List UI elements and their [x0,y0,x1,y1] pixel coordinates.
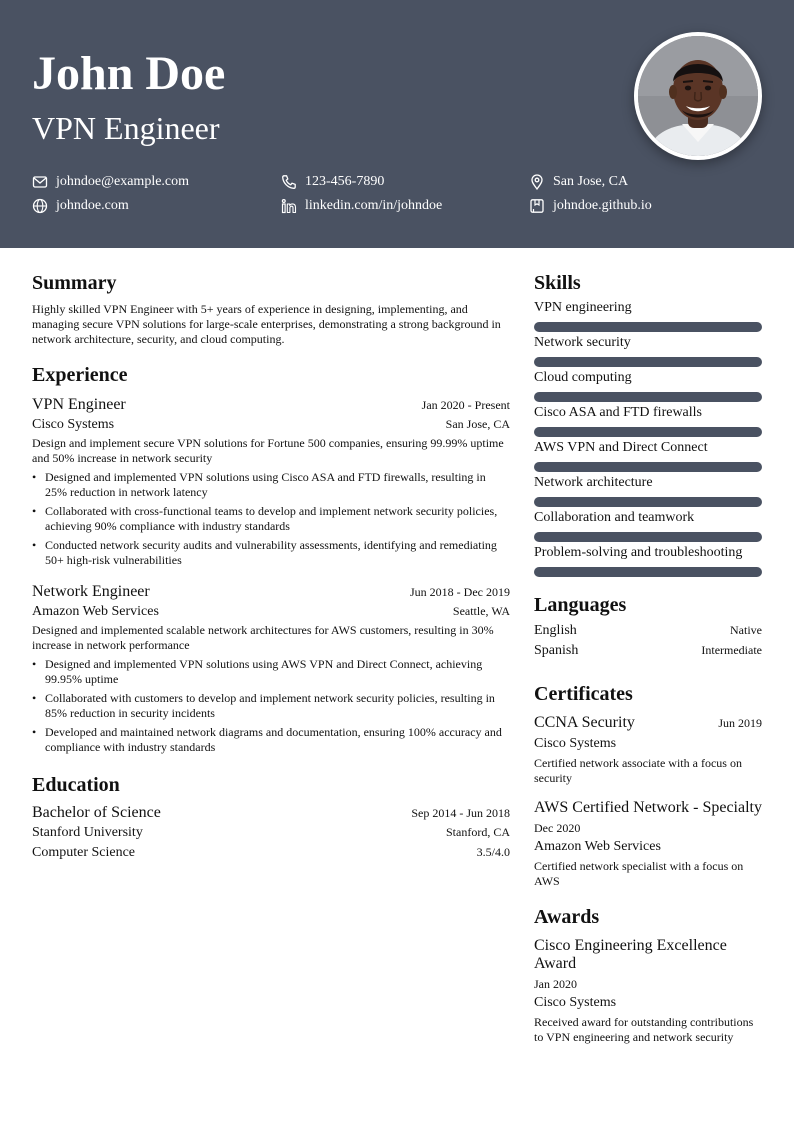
certificates-heading: Certificates [534,683,633,705]
skill-item [534,474,762,507]
job-description: Designed and implemented scalable network architectures for AWS customers, resulting in 30% increase in network performance [32,623,494,652]
main-column [32,270,510,863]
job-bullets [32,470,510,568]
skill-item [534,544,762,577]
job-location: Seattle, WA [452,604,510,618]
language-name: English [534,623,577,638]
skill-level-bar [534,392,762,402]
job-bullet: • Collaborated with cross-functional teams to develop and implement network security policies, achieving 90% compliance with industry standards [32,504,510,534]
job-role: Network Engineer [32,583,150,600]
contact-location [529,172,628,192]
summary-text: Highly skilled VPN Engineer with 5+ years of experience in designing, implementing, and managing secure VPN solutions for large-scale enterprises, demonstrating a strong background in network architecture, security, and cloud computing. [32,302,501,346]
skill-name: AWS VPN and Direct Connect [534,440,708,455]
certificate-title: CCNA Security [534,714,635,731]
certificate-issuer: Amazon Web Services [534,839,661,854]
summary-heading: Summary [32,272,117,294]
skill-level-bar [534,532,762,542]
language-level: Native [730,623,762,637]
skill-item [534,299,762,332]
certificate-title: AWS Certified Network - Specialty [534,799,762,816]
education-school: Stanford University [32,825,143,840]
job-entry [32,581,510,755]
awards-heading: Awards [534,906,600,928]
phone-icon [281,174,297,190]
education-location: Stanford, CA [446,825,510,839]
award-title: Cisco Engineering Excellence Award [534,937,727,972]
job-dates: Jun 2018 - Dec 2019 [410,585,510,599]
skill-name: Cloud computing [534,370,632,385]
side-column [534,270,762,1045]
job-bullet: • Developed and maintained network diagrams and documentation, ensuring 100% accuracy and compliance with industry standards [32,725,510,755]
skill-name: Network security [534,335,631,350]
job-bullet: • Designed and implemented VPN solutions using AWS VPN and Direct Connect, achieving 99.95% uptime [32,657,510,687]
avatar-illustration [638,36,758,156]
certificate-issuer: Cisco Systems [534,736,617,751]
job-bullet: • Conducted network security audits and vulnerability assessments, identifying and remediating 50+ high-risk vulnerabilities [32,538,510,568]
job-company: Cisco Systems [32,417,115,432]
languages-list [534,623,762,663]
skill-item [534,334,762,367]
education-entry [32,802,510,863]
education-field: Computer Science [32,845,136,860]
skill-name: Problem-solving and troubleshooting [534,545,743,560]
education-degree: Bachelor of Science [32,804,161,821]
mail-icon [32,174,48,190]
languages-heading: Languages [534,594,627,616]
profile-photo [634,32,762,160]
skill-item [534,509,762,542]
certificate-date: Jun 2019 [718,716,762,730]
linkedin-icon [281,198,297,214]
contact-phone-text: 123-456-7890 [305,174,385,189]
job-entry [32,394,510,568]
skill-level-bar [534,427,762,437]
award-date: Jan 2020 [534,977,577,991]
certificate-description: Certified network associate with a focus on security [534,756,742,785]
job-bullet: • Collaborated with customers to develop and implement network security policies, resulting in 85% reduction in security incidents [32,691,510,721]
certificate-item [534,714,762,786]
skill-name: Network architecture [534,475,653,490]
language-item [534,623,762,643]
contact-website[interactable] [32,196,129,216]
candidate-name: John Doe [32,47,226,100]
award-issuer: Cisco Systems [534,995,617,1010]
award-description: Received award for outstanding contributions to VPN engineering and network security [534,1015,754,1044]
github-icon [529,198,545,214]
skill-level-bar [534,567,762,577]
skills-list [534,299,762,577]
skill-name: Collaboration and teamwork [534,510,695,525]
globe-icon [32,198,48,214]
contact-phone[interactable] [281,172,384,192]
certificate-description: Certified network specialist with a focus on AWS [534,859,744,888]
job-bullet: • Designed and implemented VPN solutions using Cisco ASA and FTD firewalls, resulting in 25% reduction in network latency [32,470,510,500]
contact-linkedin[interactable] [281,196,442,216]
resume-header [0,0,794,248]
certificate-date: Dec 2020 [534,821,581,835]
job-dates: Jan 2020 - Present [421,398,510,412]
skill-item [534,439,762,472]
skill-level-bar [534,497,762,507]
education-heading: Education [32,774,120,796]
contact-website-text: johndoe.com [56,198,129,213]
certificate-item [534,799,762,889]
skill-name: VPN engineering [534,300,632,315]
skill-item [534,369,762,402]
contact-github[interactable] [529,196,652,216]
job-company: Amazon Web Services [32,604,159,619]
contact-github-text: johndoe.github.io [553,198,652,213]
experience-heading: Experience [32,364,128,386]
job-description: Design and implement secure VPN solutions for Fortune 500 companies, ensuring 99.99% uptime and 50% increase in network security [32,436,504,465]
skill-level-bar [534,322,762,332]
language-item [534,643,762,663]
skill-item [534,404,762,437]
contact-location-text: San Jose, CA [553,174,629,189]
award-item [534,937,762,1045]
education-dates: Sep 2014 - Jun 2018 [411,806,510,820]
education-gpa: 3.5/4.0 [476,845,510,859]
location-icon [529,174,545,190]
contact-email-text: johndoe@example.com [56,174,190,189]
job-bullets [32,657,510,755]
contact-email[interactable] [32,172,189,192]
language-level: Intermediate [701,643,762,657]
skill-name: Cisco ASA and FTD firewalls [534,405,702,420]
job-location: San Jose, CA [445,417,510,431]
language-name: Spanish [534,643,579,658]
skill-level-bar [534,357,762,367]
job-role: VPN Engineer [32,396,126,413]
candidate-title: VPN Engineer [32,110,220,146]
skills-heading: Skills [534,272,581,294]
contact-linkedin-text: linkedin.com/in/johndoe [305,198,443,213]
skill-level-bar [534,462,762,472]
